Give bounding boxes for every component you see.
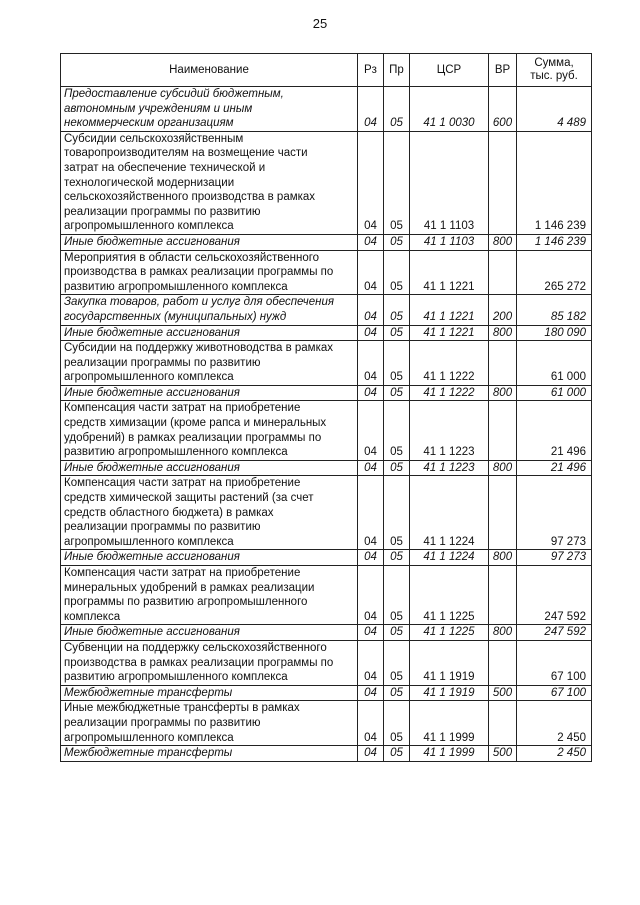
table-row — [61, 250, 592, 295]
cell-name-line: Иные бюджетные ассигнования — [64, 235, 240, 248]
cell-sum: 97 273 — [517, 550, 592, 566]
cell-sum: 21 496 — [517, 401, 592, 460]
cell-vr — [489, 566, 517, 625]
cell-name-line: производства в рамках реализации программы по — [64, 656, 334, 669]
table-body — [61, 87, 592, 762]
cell-csr: 41 1 1919 — [410, 640, 489, 685]
cell-name-line: сельскохозяйственного производства в рамках — [64, 191, 316, 204]
table-row — [61, 87, 592, 132]
cell-name-line: агропромышленного комплекса — [64, 535, 234, 548]
cell-vr — [489, 131, 517, 234]
cell-name-line: развитию агропромышленного комплекса — [64, 280, 288, 293]
cell-vr: 800 — [489, 625, 517, 641]
cell-name-line: средств химизации (кроме рапса и минеральных — [64, 417, 327, 430]
cell-name — [61, 250, 358, 295]
cell-csr: 41 1 1223 — [410, 460, 489, 476]
table-row — [61, 325, 592, 341]
cell-csr: 41 1 1103 — [410, 234, 489, 250]
cell-vr: 800 — [489, 550, 517, 566]
cell-sum: 180 090 — [517, 325, 592, 341]
cell-name-line: производства в рамках реализации программы по — [64, 266, 334, 279]
header-sum-line2: тыс. руб. — [530, 70, 578, 82]
cell-pr: 05 — [384, 746, 410, 762]
cell-pr: 05 — [384, 550, 410, 566]
cell-name-line: Субсидии сельскохозяйственным — [64, 132, 244, 145]
cell-name-line: Компенсация части затрат на приобретение — [64, 477, 301, 490]
cell-name-line: Межбюджетные трансферты — [64, 686, 233, 699]
table-row — [61, 476, 592, 550]
cell-pr: 05 — [384, 295, 410, 325]
cell-name — [61, 476, 358, 550]
cell-name — [61, 625, 358, 641]
cell-name-line: Иные межбюджетные трансферты в рамках — [64, 702, 300, 715]
cell-pr: 05 — [384, 131, 410, 234]
cell-name-line: комплекса — [64, 610, 121, 623]
budget-table — [60, 53, 592, 762]
cell-name-line: Мероприятия в области сельскохозяйственного — [64, 251, 320, 264]
cell-sum: 67 100 — [517, 685, 592, 701]
header-name: Наименование — [61, 54, 358, 87]
cell-rz: 04 — [358, 460, 384, 476]
cell-csr: 41 1 1225 — [410, 566, 489, 625]
cell-name — [61, 295, 358, 325]
cell-pr: 05 — [384, 87, 410, 132]
header-csr: ЦСР — [410, 54, 489, 87]
cell-name — [61, 341, 358, 386]
table-row — [61, 131, 592, 234]
header-rz: Рз — [358, 54, 384, 87]
cell-rz: 04 — [358, 385, 384, 401]
cell-name-line: Компенсация части затрат на приобретение — [64, 567, 301, 579]
cell-vr — [489, 640, 517, 685]
cell-sum: 1 146 239 — [517, 234, 592, 250]
page-number: 25 — [312, 16, 328, 31]
cell-name-line: Субсидии на поддержку животноводства в рамках — [64, 342, 333, 355]
cell-name — [61, 234, 358, 250]
cell-rz: 04 — [358, 566, 384, 625]
cell-vr — [489, 401, 517, 460]
cell-name — [61, 550, 358, 566]
cell-name-line: Межбюджетные трансферты — [64, 747, 233, 760]
cell-name-line: технологической модернизации — [64, 176, 235, 189]
cell-name-line: агропромышленного комплекса — [64, 731, 234, 744]
cell-rz: 04 — [358, 250, 384, 295]
cell-name-line: Иные бюджетные ассигнования — [64, 551, 240, 564]
cell-vr: 200 — [489, 295, 517, 325]
cell-csr: 41 1 1224 — [410, 550, 489, 566]
cell-csr: 41 1 1221 — [410, 325, 489, 341]
cell-pr: 05 — [384, 401, 410, 460]
cell-name-line: товаропроизводителям на возмещение части — [64, 147, 308, 160]
cell-vr: 800 — [489, 460, 517, 476]
cell-rz: 04 — [358, 87, 384, 132]
cell-name-line: реализации программы по развитию — [64, 205, 261, 218]
cell-rz: 04 — [358, 476, 384, 550]
cell-name-line: развитию агропромышленного комплекса — [64, 446, 288, 459]
cell-pr: 05 — [384, 701, 410, 746]
cell-sum: 1 146 239 — [517, 131, 592, 234]
cell-name — [61, 640, 358, 685]
cell-vr — [489, 341, 517, 386]
cell-pr: 05 — [384, 385, 410, 401]
cell-name — [61, 460, 358, 476]
cell-rz: 04 — [358, 295, 384, 325]
cell-csr: 41 1 1103 — [410, 131, 489, 234]
cell-vr — [489, 250, 517, 295]
cell-name-line: агропромышленного комплекса — [64, 220, 234, 233]
cell-vr: 800 — [489, 325, 517, 341]
cell-name — [61, 746, 358, 762]
cell-vr: 800 — [489, 385, 517, 401]
header-pr: Пр — [384, 54, 410, 87]
cell-name-line: Субвенции на поддержку сельскохозяйственного — [64, 641, 327, 654]
cell-name-line: некоммерческим организациям — [64, 117, 234, 130]
cell-sum: 2 450 — [517, 746, 592, 762]
cell-sum: 21 496 — [517, 460, 592, 476]
cell-rz: 04 — [358, 341, 384, 386]
cell-rz: 04 — [358, 234, 384, 250]
cell-pr: 05 — [384, 341, 410, 386]
cell-sum: 97 273 — [517, 476, 592, 550]
cell-sum: 85 182 — [517, 295, 592, 325]
table-row — [61, 625, 592, 641]
cell-pr: 05 — [384, 566, 410, 625]
cell-name-line: Иные бюджетные ассигнования — [64, 386, 240, 399]
cell-name-line: программы по развитию агропромышленного — [64, 596, 308, 609]
cell-name-line: Иные бюджетные ассигнования — [64, 626, 240, 639]
cell-csr: 41 1 1222 — [410, 385, 489, 401]
cell-rz: 04 — [358, 640, 384, 685]
cell-name-line: Иные бюджетные ассигнования — [64, 461, 240, 474]
cell-name-line: Компенсация части затрат на приобретение — [64, 402, 301, 415]
table-row — [61, 234, 592, 250]
cell-pr: 05 — [384, 476, 410, 550]
cell-pr: 05 — [384, 250, 410, 295]
cell-name-line: реализации программы по развитию — [64, 716, 261, 729]
cell-name — [61, 87, 358, 132]
header-vr: ВР — [489, 54, 517, 87]
cell-name-line: Предоставление субсидий бюджетным, — [64, 88, 284, 100]
cell-name-line: агропромышленного комплекса — [64, 371, 234, 384]
cell-name-line: минеральных удобрений в рамках реализации — [64, 581, 315, 594]
cell-name — [61, 131, 358, 234]
cell-name-line: реализации программы по развитию — [64, 521, 261, 534]
cell-name — [61, 566, 358, 625]
table-row — [61, 341, 592, 386]
cell-vr: 500 — [489, 746, 517, 762]
table-row — [61, 550, 592, 566]
cell-csr: 41 1 1223 — [410, 401, 489, 460]
cell-pr: 05 — [384, 460, 410, 476]
table-row — [61, 746, 592, 762]
cell-name — [61, 685, 358, 701]
cell-sum: 61 000 — [517, 385, 592, 401]
cell-name-line: средств химической защиты растений (за счет — [64, 492, 314, 505]
cell-name-line: реализации программы по развитию — [64, 356, 261, 369]
cell-vr: 600 — [489, 87, 517, 132]
cell-sum: 2 450 — [517, 701, 592, 746]
cell-csr: 41 1 1919 — [410, 685, 489, 701]
cell-sum: 247 592 — [517, 625, 592, 641]
table-row — [61, 701, 592, 746]
table-row — [61, 401, 592, 460]
cell-rz: 04 — [358, 325, 384, 341]
cell-rz: 04 — [358, 746, 384, 762]
cell-vr: 800 — [489, 234, 517, 250]
cell-pr: 05 — [384, 625, 410, 641]
cell-csr: 41 1 1999 — [410, 746, 489, 762]
header-sum-line1: Сумма, — [534, 57, 574, 69]
cell-vr — [489, 701, 517, 746]
table-header-row — [61, 54, 592, 87]
cell-name — [61, 701, 358, 746]
cell-sum: 247 592 — [517, 566, 592, 625]
cell-name-line: затрат на обеспечение технической и — [64, 161, 266, 174]
table-row — [61, 685, 592, 701]
table-row — [61, 460, 592, 476]
cell-sum: 61 000 — [517, 341, 592, 386]
cell-name-line: развитию агропромышленного комплекса — [64, 671, 288, 684]
cell-name — [61, 385, 358, 401]
cell-sum: 4 489 — [517, 87, 592, 132]
cell-pr: 05 — [384, 685, 410, 701]
cell-name — [61, 325, 358, 341]
table-row — [61, 385, 592, 401]
table-row — [61, 640, 592, 685]
cell-name-line: средств областного бюджета) в рамках — [64, 506, 274, 519]
cell-pr: 05 — [384, 234, 410, 250]
cell-sum: 67 100 — [517, 640, 592, 685]
cell-csr: 41 1 1221 — [410, 295, 489, 325]
cell-rz: 04 — [358, 131, 384, 234]
cell-csr: 41 1 1221 — [410, 250, 489, 295]
cell-name-line: Иные бюджетные ассигнования — [64, 326, 240, 339]
cell-vr — [489, 476, 517, 550]
cell-rz: 04 — [358, 701, 384, 746]
cell-name-line: государственных (муниципальных) нужд — [64, 310, 287, 323]
cell-sum: 265 272 — [517, 250, 592, 295]
cell-csr: 41 1 0030 — [410, 87, 489, 132]
cell-csr: 41 1 1222 — [410, 341, 489, 386]
cell-rz: 04 — [358, 550, 384, 566]
cell-name-line: удобрений) в рамках реализации программы по — [64, 431, 322, 444]
cell-csr: 41 1 1999 — [410, 701, 489, 746]
cell-pr: 05 — [384, 640, 410, 685]
cell-pr: 05 — [384, 325, 410, 341]
table-row — [61, 295, 592, 325]
cell-rz: 04 — [358, 625, 384, 641]
cell-name — [61, 401, 358, 460]
cell-rz: 04 — [358, 685, 384, 701]
cell-csr: 41 1 1225 — [410, 625, 489, 641]
cell-csr: 41 1 1224 — [410, 476, 489, 550]
cell-name-line: автономным учреждениям и иным — [64, 102, 253, 115]
table-row — [61, 566, 592, 625]
cell-name-line: Закупка товаров, работ и услуг для обеспечения — [64, 296, 335, 309]
cell-vr: 500 — [489, 685, 517, 701]
header-sum — [517, 54, 592, 87]
cell-rz: 04 — [358, 401, 384, 460]
